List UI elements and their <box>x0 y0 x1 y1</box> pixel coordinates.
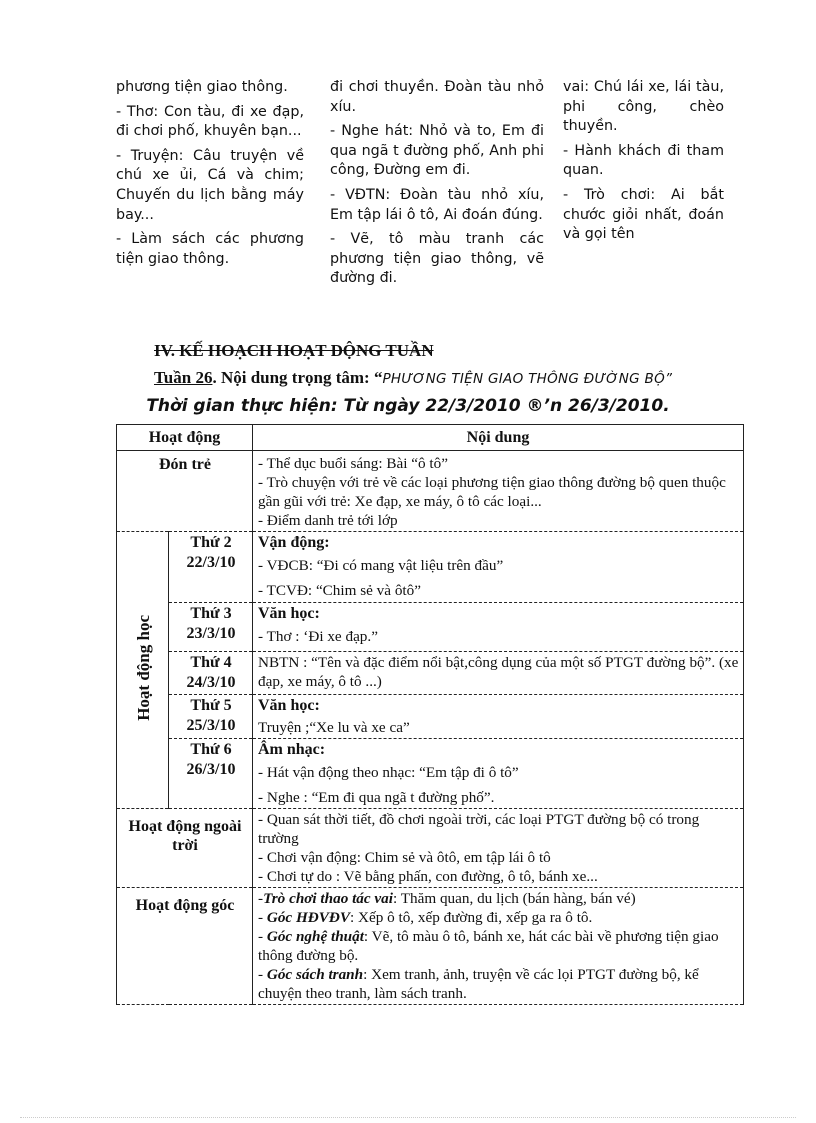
page-bottom-divider <box>20 1117 796 1118</box>
hoc-row <box>117 532 744 603</box>
goc-item-name: Góc HĐVĐV <box>266 909 350 926</box>
col1-text: - Làm sách các phương tiện giao thông. <box>116 231 304 267</box>
day-title: Văn học: <box>258 605 320 622</box>
col2-text: - Nghe hát: Nhỏ và to, Em đi qua ngã t đường phố, Anh phi công, Đường em đi. <box>330 123 544 179</box>
day-content <box>253 532 744 603</box>
table-header-row <box>117 425 744 451</box>
weekly-plan-table <box>116 424 744 1005</box>
day-line: NBTN : “Tên và đặc điểm nổi bật,công dụng của một số PTGT đường bộ”. (xe đạp, xe máy, ô tô ...) <box>258 654 739 690</box>
day-line: - Nghe : “Em đi qua ngã t đường phố”. <box>258 789 495 806</box>
col1-text: - Thơ: Con tàu, đi xe đạp, đi chơi phố, khuyên bạn... <box>116 103 304 140</box>
goc-item-name: Trò chơi thao tác vai <box>263 890 393 907</box>
goc-item: -Trò chơi thao tác vai: Thăm quan, du lịch (bán hàng, bán vé) <box>258 890 636 907</box>
day-cell <box>169 652 253 695</box>
ngoai-troi-line: - Chơi tự do : Vẽ bằng phấn, con đường, ô tô, bánh xe... <box>258 868 598 885</box>
goc-item-text: : Xếp ô tô, xếp đường đi, xếp ga ra ô tô. <box>349 909 593 926</box>
col3-text: vai: Chú lái xe, lái tàu, phi công, chèo thuyền. <box>563 79 724 135</box>
day-title: Văn học: <box>258 697 320 714</box>
hoat-dong-hoc-label: Hoạt động học <box>133 614 153 721</box>
day-content <box>253 652 744 695</box>
row-goc <box>117 888 744 1005</box>
column-2 <box>330 78 544 294</box>
day-line: - VĐCB: “Đi có mang vật liệu trên đầu” <box>258 557 504 574</box>
don-tre-line: - Thể dục buổi sáng: Bài “ô tô” <box>258 455 448 472</box>
hoat-dong-hoc-cell <box>117 532 169 809</box>
day-title: Vận động: <box>258 534 330 551</box>
focus-label: . Nội dung trọng tâm: “ <box>212 368 383 387</box>
goc-item-text: : Xem tranh, ảnh, truyện về các lọi PTGT đường bộ, kể chuyện theo tranh, làm sách tranh. <box>258 966 699 1002</box>
day-name: Thứ 5 <box>190 697 232 714</box>
don-tre-label: Đón trẻ <box>117 451 253 532</box>
header-activity: Hoạt động <box>117 425 253 451</box>
goc-item: - Góc sách tranh: Xem tranh, ảnh, truyện về các lọi PTGT đường bộ, kể chuyện theo tranh, làm sách tranh. <box>258 966 699 1002</box>
day-cell <box>169 695 253 739</box>
ngoai-troi-line: - Quan sát thời tiết, đồ chơi ngoài trời, các loại PTGT đường bộ có trong trường <box>258 811 700 847</box>
day-cell <box>169 739 253 809</box>
day-line: Truyện ;“Xe lu và xe ca” <box>258 719 410 736</box>
goc-item-name: Góc nghệ thuật <box>266 928 364 945</box>
col2-text: - VĐTN: Đoàn tàu nhỏ xíu, Em tập lái ô tô, Ai đoán đúng. <box>330 186 544 223</box>
column-3 <box>563 78 724 250</box>
day-date: 26/3/10 <box>186 761 236 778</box>
hoc-row <box>117 739 744 809</box>
day-cell <box>169 603 253 652</box>
don-tre-content <box>253 451 744 532</box>
column-1 <box>116 78 304 274</box>
day-content <box>253 603 744 652</box>
hoc-row <box>117 652 744 695</box>
day-cell <box>169 532 253 603</box>
day-title: Âm nhạc: <box>258 741 326 758</box>
day-content <box>253 695 744 739</box>
day-date: 22/3/10 <box>186 554 236 571</box>
day-date: 25/3/10 <box>186 717 236 734</box>
goc-label: Hoạt động góc <box>117 888 253 1005</box>
don-tre-line: - Điểm danh trẻ tới lớp <box>258 512 398 529</box>
day-name: Thứ 6 <box>190 741 232 758</box>
week-heading <box>154 368 672 388</box>
col2-text: - Vẽ, tô màu tranh các phương tiện giao thông, vẽ đường đi. <box>330 231 544 287</box>
day-name: Thứ 3 <box>190 605 232 622</box>
col2-text: đi chơi thuyền. Đoàn tàu nhỏ xíu. <box>330 79 544 115</box>
week-label: Tuần 26 <box>154 368 213 387</box>
time-line: Thời gian thực hiện: Từ ngày 22/3/2010 ®’n 26/3/2010. <box>146 396 670 416</box>
day-name: Thứ 4 <box>190 654 232 671</box>
hoc-row <box>117 695 744 739</box>
col1-text: phương tiện giao thông. <box>116 79 288 95</box>
col3-text: - Trò chơi: Ai bắt chước giỏi nhất, đoán và gọi tên <box>563 186 724 243</box>
day-line: - Thơ : ‘Đi xe đạp.” <box>258 628 378 645</box>
focus-text: PHƯƠNG TIỆN GIAO THÔNG ĐƯỜNG BỘ” <box>382 371 673 387</box>
goc-item: - Góc HĐVĐV: Xếp ô tô, xếp đường đi, xếp ga ra ô tô. <box>258 909 593 926</box>
ngoai-troi-label: Hoạt động ngoài trời <box>117 809 253 888</box>
col3-text: - Hành khách đi tham quan. <box>563 142 724 179</box>
col1-text: - Truyện: Câu truyện về chú xe ủi, Cá và chim; Chuyến du lịch bằng máy bay... <box>116 147 304 223</box>
goc-item-text: : Vẽ, tô màu ô tô, bánh xe, hát các bài về phương tiện giao thông đường bộ. <box>258 928 719 964</box>
day-name: Thứ 2 <box>190 534 232 551</box>
don-tre-line: - Trò chuyện với trẻ về các loại phương tiện giao thông đường bộ quen thuộc gần gũi với trẻ: Xe đạp, xe máy, ô tô các loại... <box>258 474 726 510</box>
ngoai-troi-content <box>253 809 744 888</box>
goc-item-text: : Thăm quan, du lịch (bán hàng, bán vé) <box>393 890 636 907</box>
section-title: IV. KẾ HOẠCH HOẠT ĐỘNG TUẦN <box>154 341 434 360</box>
header-content: Nội dung <box>253 425 744 451</box>
hoc-row <box>117 603 744 652</box>
ngoai-troi-line: - Chơi vận động: Chim sẻ và ôtô, em tập lái ô tô <box>258 849 551 866</box>
day-date: 24/3/10 <box>186 674 236 691</box>
day-date: 23/3/10 <box>186 625 236 642</box>
day-line: - Hát vận động theo nhạc: “Em tập đi ô tô” <box>258 764 519 781</box>
row-don-tre <box>117 451 744 532</box>
goc-item-name: Góc sách tranh <box>266 966 364 983</box>
row-ngoai-troi <box>117 809 744 888</box>
goc-content <box>253 888 744 1005</box>
day-content <box>253 739 744 809</box>
goc-item: - Góc nghệ thuật: Vẽ, tô màu ô tô, bánh xe, hát các bài về phương tiện giao thông đường bộ. <box>258 928 719 964</box>
day-line: - TCVĐ: “Chim sẻ và ôtô” <box>258 582 421 599</box>
